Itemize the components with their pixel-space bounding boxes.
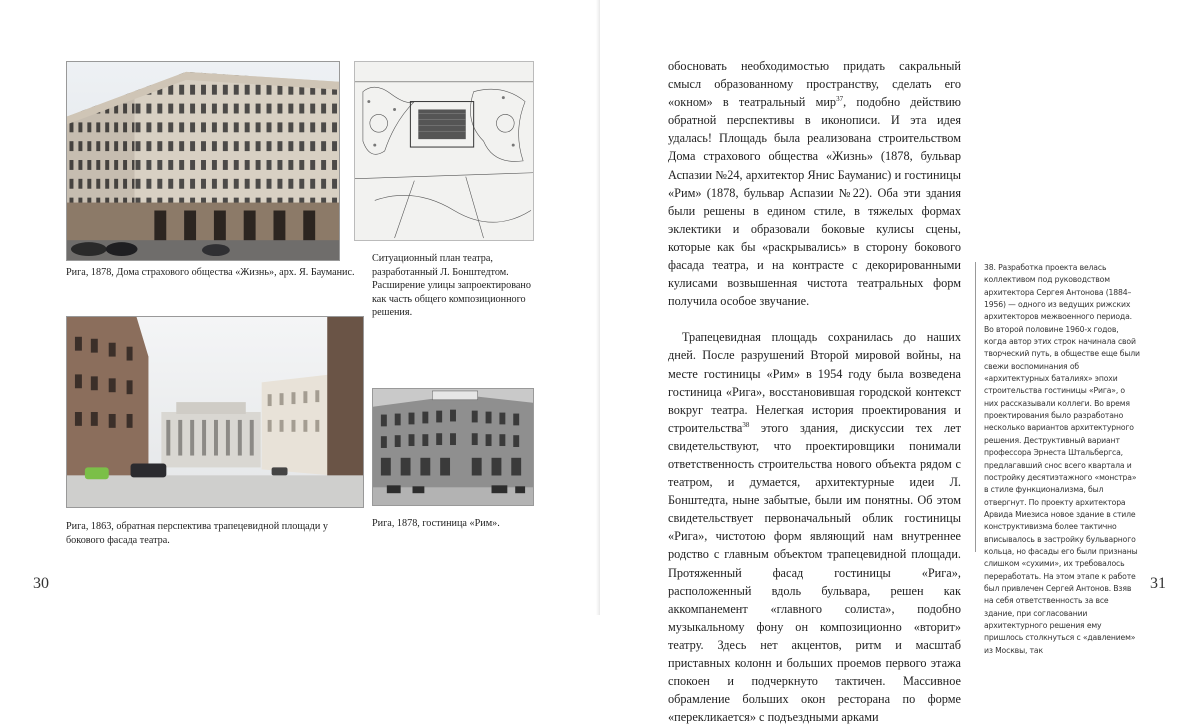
- left-page-number: 30: [33, 575, 49, 592]
- footnote-38: 38. Разработка проекта велась коллективом под руководством архитектора Сергея Антонова (1884–1956) — одного из ведущих рижских архитекторов межвоенного периода. Во второй половине 1960-х годов, когда автор этих строк начинала свой творческий путь, в обществе еще были свежи воспоминания об «архитектурных баталиях» эпохи строительства гостиницы «Рига», о них рассказывали коллеги. Во время проектирования было разработано несколько вариантов архитектурного решения. Деструктивный вариант профессора Эрнеста Штальбергса, предлагавший снос всего квартала и постройку десятиэтажного «монстра» в стиле функционализма, был отвергнут. По проекту архитектора Арвида Миезиса новое здание в стиле конструктивизма более тактично вписывалось в застройку бульварного кольца, но фасады его были признаны слишком «сухими», их требовалось переработать. На этом этапе к работе был привлечен Сергей Антонов. Взяв на себя ответственность за все здание, при согласовании архитектурного решения ему пришлось столкнуться с «давлением» из Москвы, так: [984, 263, 1140, 655]
- footnote-divider: [975, 262, 976, 552]
- footnote-ref-38: 38: [742, 420, 750, 429]
- reverse-perspective-caption: Рига, 1863, обратная перспектива трапецевидной площади у бокового фасада театра.: [66, 521, 328, 546]
- main-paragraph-2: Трапецевидная площадь сохранилась до наших дней. После разрушений Второй мировой войны, на месте гостиницы «Рим» в 1954 году была возведена гостиница «Рига», восстановившая городской контекст вокруг театра. Нелегкая история проектирования и строительства$^{38}$ этого здания, дискуссии тех лет свидетельствуют, что проектировщики понимали ответственность строительства нового объекта рядом с театром, и думается, архитектурные идеи Л. Бонштедта, ныне забытые, были им понятны. Об этом свидетельствует первоначальный облик гостиницы «Рига», чистотою форм являющий нам внутреннее родство с главным объектом трапецевидной площади. Протяженный фасад гостиницы «Рига», расположенный вдоль бульвара, решен как аккомпанемент «главного солиста», подобно музыкальному фону он композиционно «вторит» театру. Здесь нет акцентов, ритм и масштаб приставных колонн и больших проемов первого этажа спокоен и подчеркнуто тактичен. Массивное обрамление больших окон ресторана по форме «перекликается» с подъездными арками: [668, 330, 961, 725]
- reverse-perspective-photo: [66, 316, 364, 508]
- hotel-rim-photo: [372, 388, 534, 506]
- situation-plan-drawing: [354, 61, 534, 241]
- right-page-number: 31: [1150, 575, 1166, 592]
- main-paragraph-1: обосновать необходимостью придать сакральный смысл образованному пространству, сделать его «окном» в театральный мир$^{37}$, подобно действию обратной перспективы в иконописи. И эта идея удалась! Площадь была реализована строительством Дома страхового общества «Жизнь» (1878, бульвар Аспазии №24, архитектор Янис Бауманис) и гостиницы «Рим» (1878, бульвар Аспазии №22). Оба эти здания были решены в едином стиле, в тяжелых формах эклектики и образовали боковые кулисы сцены, которые как бы «раскрывались» в сторону бокового фасада театра, и на контрасте с декорированными кулисами возвышенная чистота театральных форм получила особое звучание.: [668, 59, 961, 309]
- main-text-column: [668, 57, 961, 726]
- situation-plan-caption: Ситуационный план театра, разработанный Л. Бонштедтом. Расширение улицы запроектировано как часть общего композиционного решения.: [372, 253, 531, 319]
- left-page: [0, 0, 600, 615]
- zhizn-building-caption: Рига, 1878, Дома страхового общества «Жизнь», арх. Я. Бауманис.: [66, 267, 355, 278]
- footnote-ref-37: 37: [836, 95, 844, 104]
- zhizn-building-photo: [66, 61, 340, 261]
- hotel-rim-caption: Рига, 1878, гостиница «Рим».: [372, 518, 500, 529]
